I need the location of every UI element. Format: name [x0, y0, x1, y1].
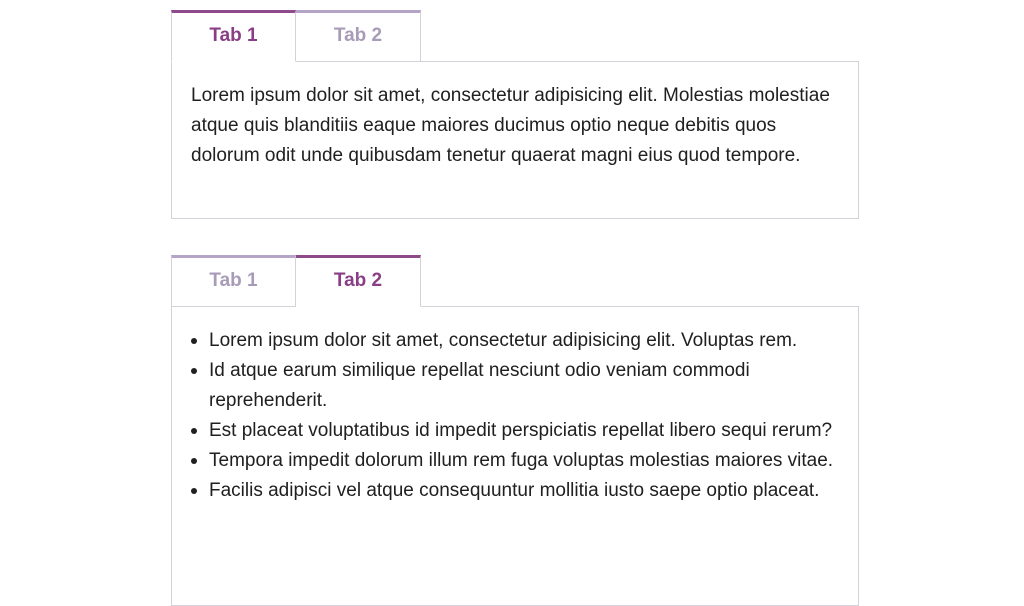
tab-1[interactable]: Tab 1: [171, 10, 296, 62]
tab-panel: [171, 306, 859, 606]
list-item: Tempora impedit dolorum illum rem fuga voluptas molestias maiores vitae.: [209, 446, 842, 476]
tab-list: [171, 10, 859, 62]
tabset-first: [171, 10, 859, 219]
tabset-second: [171, 255, 859, 606]
tab-2[interactable]: Tab 2: [296, 255, 421, 307]
panel-paragraph: Lorem ipsum dolor sit amet, consectetur adipisicing elit. Molestias molestiae atque quis blanditiis eaque maiores ducimus optio neque debitis quos dolorum odit unde quibusdam tenetur quaerat magni eius quod tempore.: [191, 85, 830, 166]
tab-list: [171, 255, 859, 307]
bullet-list: [191, 326, 842, 506]
tab-2[interactable]: Tab 2: [296, 10, 421, 62]
tab-panel: [171, 61, 859, 219]
tab-1[interactable]: Tab 1: [171, 255, 296, 307]
list-item: Lorem ipsum dolor sit amet, consectetur adipisicing elit. Voluptas rem.: [209, 326, 842, 356]
list-item: Facilis adipisci vel atque consequuntur mollitia iusto saepe optio placeat.: [209, 476, 842, 506]
list-item: Id atque earum similique repellat nesciunt odio veniam commodi reprehenderit.: [209, 356, 842, 416]
list-item: Est placeat voluptatibus id impedit perspiciatis repellat libero sequi rerum?: [209, 416, 842, 446]
